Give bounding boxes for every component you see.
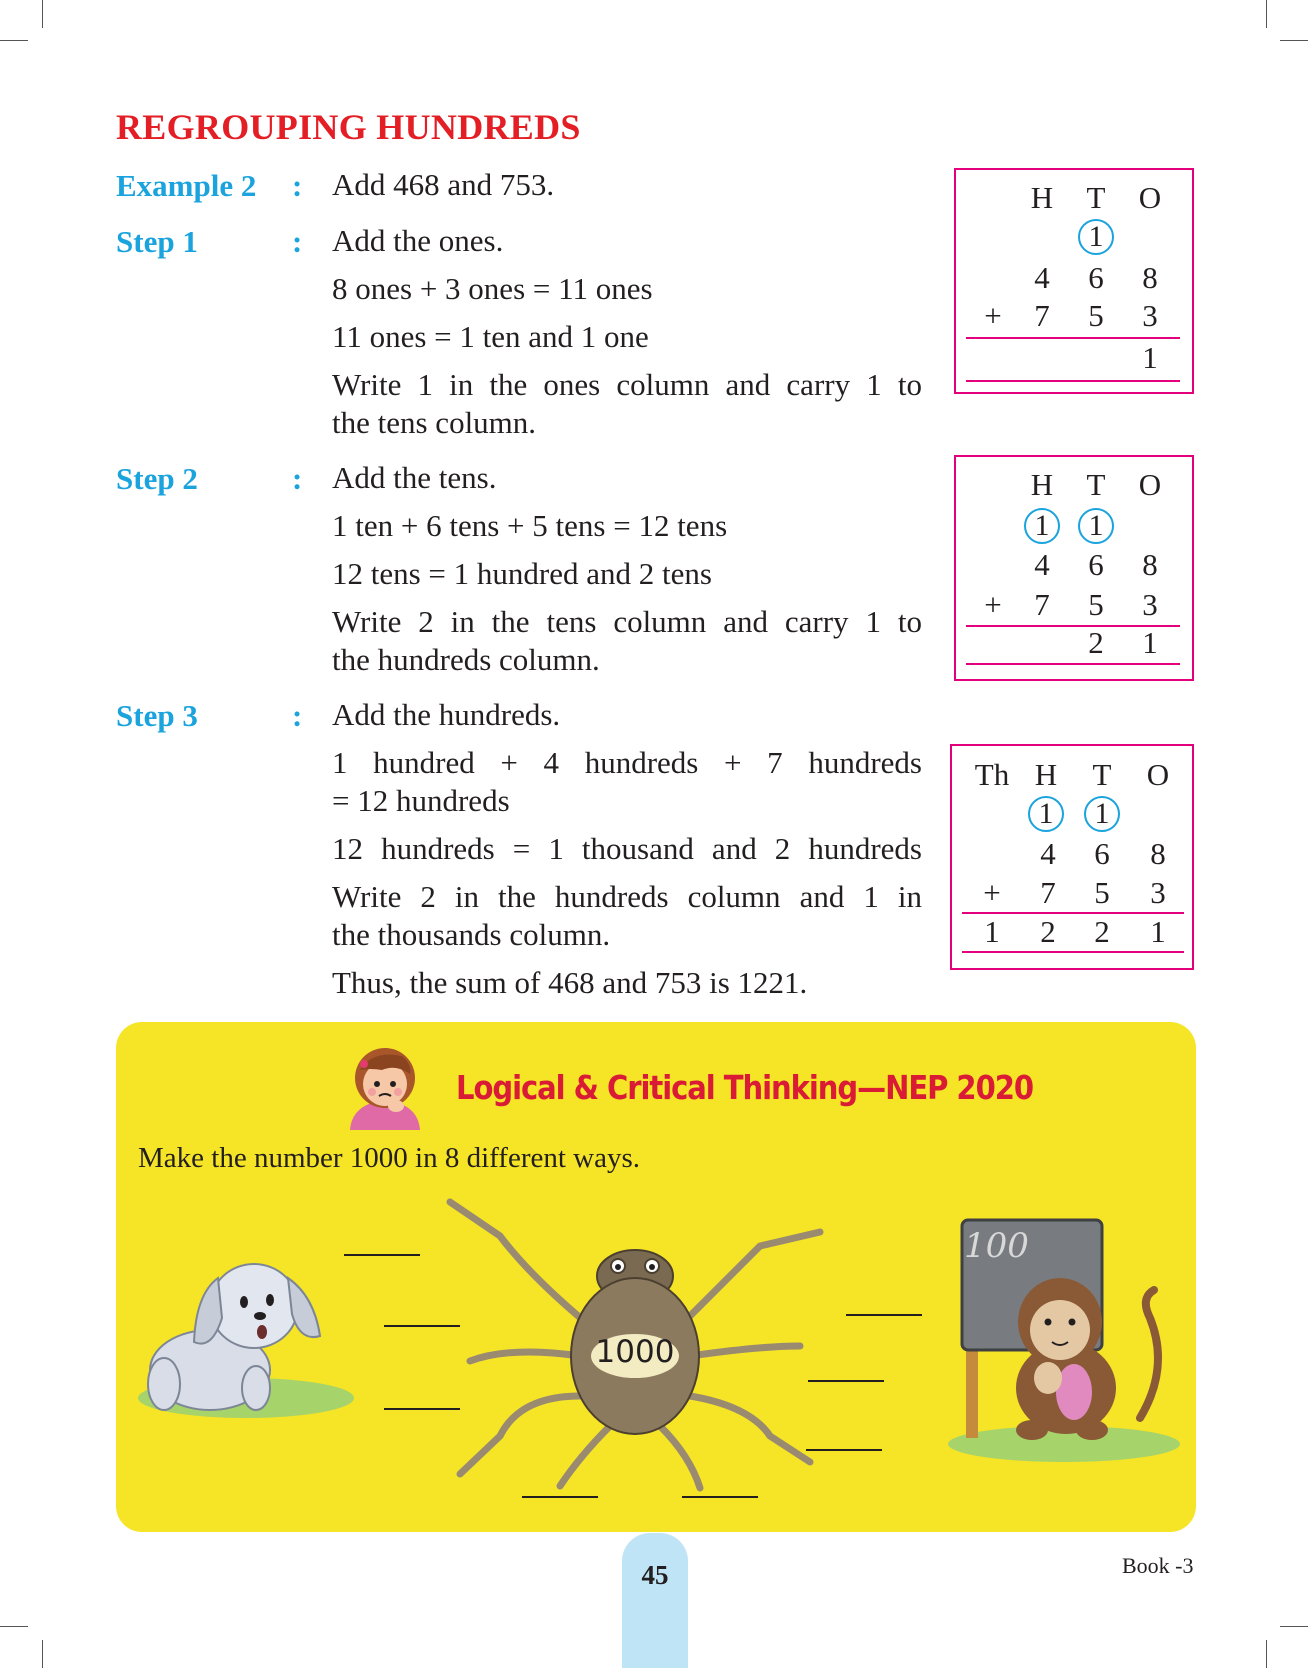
column-header: O xyxy=(1138,180,1162,215)
book-label: Book -3 xyxy=(1122,1553,1194,1578)
sum-line xyxy=(966,337,1180,339)
puppy-illustration xyxy=(136,1238,356,1424)
crop-mark xyxy=(42,0,43,28)
addend-digit: 4 xyxy=(1034,260,1050,295)
column-header: H xyxy=(1030,467,1054,502)
answer-blank[interactable] xyxy=(682,1496,758,1498)
example-text: Add 468 and 753. xyxy=(332,167,555,202)
carry-circle: 1 xyxy=(1078,219,1114,255)
column-header: T xyxy=(1086,467,1106,502)
plus-sign: + xyxy=(984,587,1002,622)
step-2-line: Write 2 in the tens column and carry 1 to xyxy=(332,604,922,639)
sum-line xyxy=(962,951,1184,953)
step-2-line: 1 ten + 6 tens + 5 tens = 12 tens xyxy=(332,508,728,543)
step-2-label: Step 2 xyxy=(116,461,198,496)
step-3-line: the thousands column. xyxy=(332,917,611,952)
step-1-line: 11 ones = 1 ten and 1 one xyxy=(332,319,649,354)
crop-mark xyxy=(42,1640,43,1668)
example-label: Example 2 xyxy=(116,168,257,203)
step-3-line: Write 2 in the hundreds column and 1 in xyxy=(332,879,922,914)
addend-digit: 3 xyxy=(1142,298,1158,333)
step-3-line: Add the hundreds. xyxy=(332,697,561,732)
addend-digit: 4 xyxy=(1040,836,1056,871)
addend-digit: 7 xyxy=(1034,298,1050,333)
answer-blank[interactable] xyxy=(344,1254,420,1256)
column-header: H xyxy=(1034,757,1058,792)
answer-blank[interactable] xyxy=(808,1380,884,1382)
sum-line xyxy=(966,663,1180,665)
sum-digit: 1 xyxy=(984,914,1000,949)
sum-digit: 1 xyxy=(1142,625,1158,660)
page-number: 45 xyxy=(641,1560,669,1590)
column-header: O xyxy=(1146,757,1170,792)
thinking-title: Logical & Critical Thinking—NEP 2020 xyxy=(456,1068,1034,1107)
addend-digit: 8 xyxy=(1150,836,1166,871)
carry-circle: 1 xyxy=(1024,508,1060,544)
step-3-line: 1 hundred + 4 hundreds + 7 hundreds xyxy=(332,745,922,780)
page-number-tab xyxy=(622,1533,688,1668)
carry-circle: 1 xyxy=(1078,508,1114,544)
sum-digit: 2 xyxy=(1040,914,1056,949)
crop-mark xyxy=(1266,1640,1267,1668)
thinking-question: Make the number 1000 in 8 different ways. xyxy=(138,1142,641,1174)
sum-digit: 1 xyxy=(1142,340,1158,375)
plus-sign: + xyxy=(983,875,1001,910)
sum-digit: 2 xyxy=(1088,625,1104,660)
answer-blank[interactable] xyxy=(846,1314,922,1316)
addend-digit: 5 xyxy=(1088,298,1104,333)
column-header: H xyxy=(1030,180,1054,215)
addend-digit: 4 xyxy=(1034,547,1050,582)
addend-digit: 6 xyxy=(1094,836,1110,871)
step-3-colon: : xyxy=(292,698,303,733)
answer-blank[interactable] xyxy=(384,1408,460,1410)
step-3-line: = 12 hundreds xyxy=(332,783,510,818)
addend-digit: 8 xyxy=(1142,547,1158,582)
column-header: O xyxy=(1138,467,1162,502)
addend-digit: 3 xyxy=(1142,587,1158,622)
step-2-colon: : xyxy=(292,461,303,496)
sum-digit: 2 xyxy=(1094,914,1110,949)
column-header: Th xyxy=(974,757,1010,792)
step-2-line: the hundreds column. xyxy=(332,642,600,677)
section-heading: REGROUPING HUNDREDS xyxy=(116,107,581,147)
crop-mark xyxy=(0,1626,28,1627)
crop-mark xyxy=(1280,1626,1308,1627)
addend-digit: 7 xyxy=(1034,587,1050,622)
step-1-line: 8 ones + 3 ones = 11 ones xyxy=(332,271,653,306)
step-1-line: the tens column. xyxy=(332,405,537,440)
thinking-girl-icon xyxy=(342,1034,428,1130)
step-3-line: Thus, the sum of 468 and 753 is 1221. xyxy=(332,965,808,1000)
carry-circle: 1 xyxy=(1084,796,1120,832)
spider-number: 1000 xyxy=(595,1334,675,1370)
step-1-line: Add the ones. xyxy=(332,223,504,258)
plus-sign: + xyxy=(984,298,1002,333)
column-header: T xyxy=(1086,180,1106,215)
board-text: 100 xyxy=(964,1226,1029,1266)
answer-blank[interactable] xyxy=(522,1496,598,1498)
answer-blank[interactable] xyxy=(384,1325,460,1327)
addend-digit: 7 xyxy=(1040,875,1056,910)
addend-digit: 3 xyxy=(1150,875,1166,910)
crop-mark xyxy=(1266,0,1267,28)
addend-digit: 6 xyxy=(1088,547,1104,582)
crop-mark xyxy=(1280,40,1308,41)
step-1-line: Write 1 in the ones column and carry 1 to xyxy=(332,367,922,402)
column-header: T xyxy=(1092,757,1112,792)
step-1-label: Step 1 xyxy=(116,224,198,259)
example-colon: : xyxy=(292,168,303,203)
crop-mark xyxy=(0,40,28,41)
sum-line xyxy=(966,380,1180,382)
step-1-colon: : xyxy=(292,224,303,259)
step-3-label: Step 3 xyxy=(116,698,198,733)
step-2-line: 12 tens = 1 hundred and 2 tens xyxy=(332,556,712,591)
step-2-line: Add the tens. xyxy=(332,460,497,495)
carry-circle: 1 xyxy=(1028,796,1064,832)
answer-blank[interactable] xyxy=(806,1449,882,1451)
step-3-line: 12 hundreds = 1 thousand and 2 hundreds xyxy=(332,831,922,866)
addend-digit: 6 xyxy=(1088,260,1104,295)
addend-digit: 5 xyxy=(1094,875,1110,910)
sum-digit: 1 xyxy=(1150,914,1166,949)
addend-digit: 5 xyxy=(1088,587,1104,622)
addend-digit: 8 xyxy=(1142,260,1158,295)
